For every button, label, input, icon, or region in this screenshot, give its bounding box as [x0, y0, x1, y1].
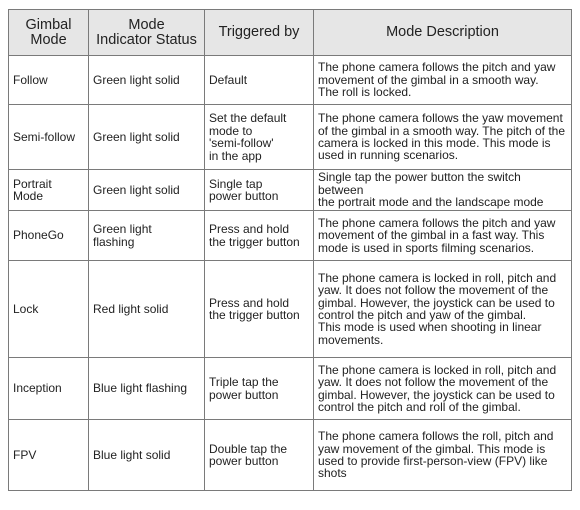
header-mode-indicator-status: Mode Indicator Status — [89, 10, 205, 56]
cell-trigger: Press and hold the trigger button — [205, 261, 314, 358]
cell-description: The phone camera follows the yaw movement of the gimbal in a smooth way. The pitch of the camera is locked in this mode. This mode is used in running scenarios. — [314, 105, 572, 170]
header-triggered-by: Triggered by — [205, 10, 314, 56]
cell-mode: Portrait Mode — [9, 170, 89, 211]
gimbal-mode-table — [8, 9, 572, 491]
cell-mode: PhoneGo — [9, 211, 89, 261]
cell-status: Green light solid — [89, 170, 205, 211]
cell-mode: Lock — [9, 261, 89, 358]
cell-status: Blue light flashing — [89, 358, 205, 420]
cell-description: The phone camera is locked in roll, pitch and yaw. It does not follow the movement of the gimbal. However, the joystick can be used to control the pitch and roll of the gimbal. — [314, 358, 572, 420]
cell-mode: Semi-follow — [9, 105, 89, 170]
cell-mode: FPV — [9, 420, 89, 491]
gimbal-mode-table-container — [8, 9, 572, 491]
cell-trigger: Set the default mode to 'semi-follow' in the app — [205, 105, 314, 170]
cell-status: Green light solid — [89, 105, 205, 170]
cell-status: Blue light solid — [89, 420, 205, 491]
cell-description: The phone camera follows the pitch and yaw movement of the gimbal in a fast way. This mode is used in sports filming scenarios. — [314, 211, 572, 261]
cell-trigger: Double tap the power button — [205, 420, 314, 491]
header-gimbal-mode: Gimbal Mode — [9, 10, 89, 56]
table-header-row — [9, 10, 572, 56]
cell-description: The phone camera follows the roll, pitch and yaw movement of the gimbal. This mode is used to provide first-person-view (FPV) like shots — [314, 420, 572, 491]
cell-status: Green light flashing — [89, 211, 205, 261]
cell-mode: Inception — [9, 358, 89, 420]
cell-status: Green light solid — [89, 56, 205, 105]
table-row — [9, 170, 572, 211]
table-row — [9, 211, 572, 261]
table-row — [9, 420, 572, 491]
cell-trigger: Press and hold the trigger button — [205, 211, 314, 261]
cell-description: The phone camera follows the pitch and yaw movement of the gimbal in a smooth way. The roll is locked. — [314, 56, 572, 105]
table-row — [9, 261, 572, 358]
header-mode-description: Mode Description — [314, 10, 572, 56]
cell-trigger: Single tap power button — [205, 170, 314, 211]
table-row — [9, 105, 572, 170]
cell-description: Single tap the power button the switch between the portrait mode and the landscape mode — [314, 170, 572, 211]
cell-trigger: Triple tap the power button — [205, 358, 314, 420]
table-row — [9, 56, 572, 105]
table-row — [9, 358, 572, 420]
cell-description: The phone camera is locked in roll, pitch and yaw. It does not follow the movement of the gimbal. However, the joystick can be used to control the pitch and yaw of the gimbal. This mode is used when shooting in linear movements. — [314, 261, 572, 358]
cell-status: Red light solid — [89, 261, 205, 358]
cell-mode: Follow — [9, 56, 89, 105]
cell-trigger: Default — [205, 56, 314, 105]
